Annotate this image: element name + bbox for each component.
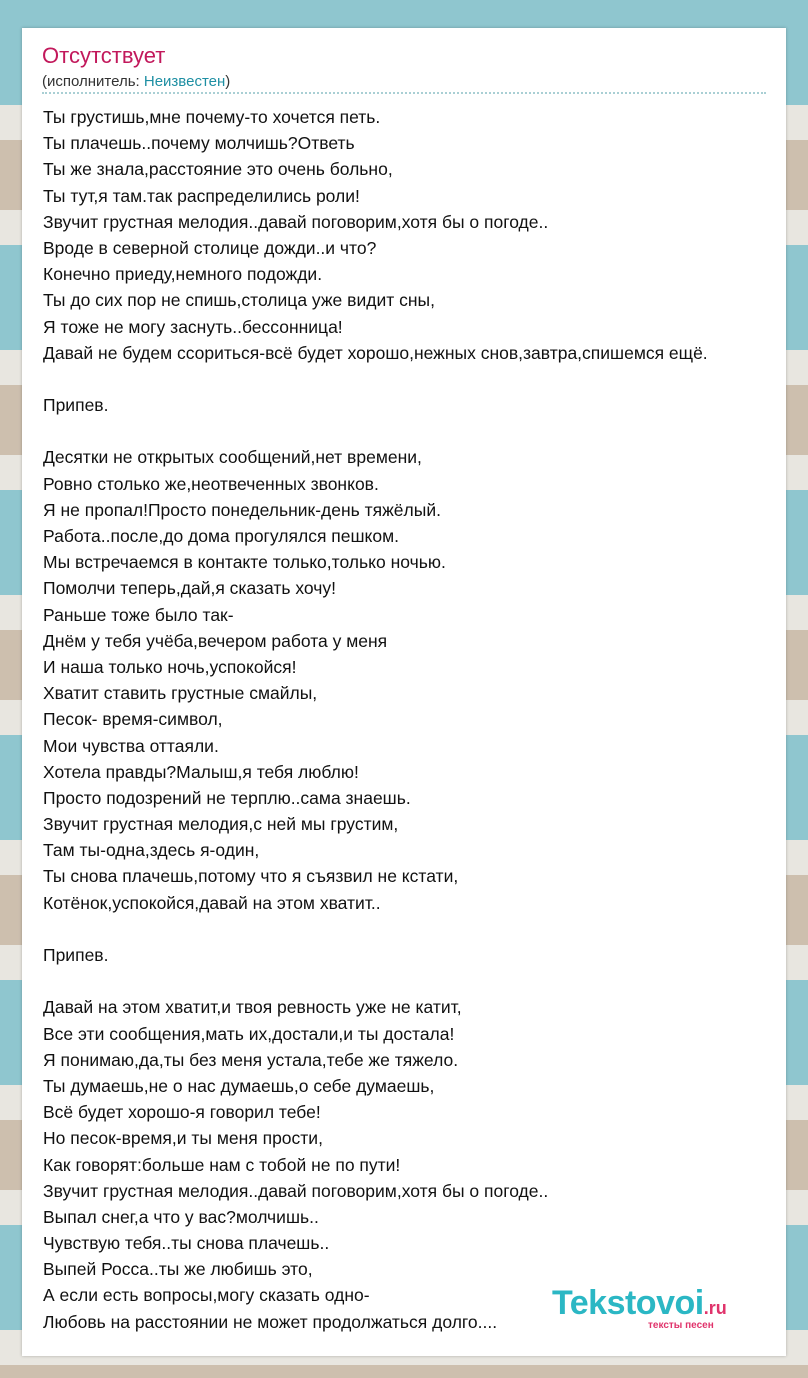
lyrics-line: Выпал снег,а что у вас?молчишь.. — [43, 1206, 319, 1227]
lyrics-blank-line — [43, 916, 786, 942]
lyrics-line: Ты плачешь..почему молчишь?Ответь — [43, 133, 355, 154]
lyrics-line: Ты же знала,расстояние это очень больно, — [43, 159, 393, 180]
logo-subtitle: тексты песен — [648, 1320, 714, 1331]
lyrics-line: Ты до сих пор не спишь,столица уже видит сны, — [43, 290, 435, 311]
lyrics-text — [43, 104, 786, 1335]
lyrics-line: Выпей Росса..ты же любишь это, — [43, 1259, 313, 1280]
lyrics-line: Но песок-время,и ты меня прости, — [43, 1128, 323, 1149]
lyrics-line: Мы встречаемся в контакте только,только ночью. — [43, 552, 446, 573]
lyrics-line: Я не пропал!Просто понедельник-день тяжёлый. — [43, 499, 441, 520]
lyrics-line: Конечно приеду,немного подожди. — [43, 264, 323, 285]
lyrics-line: Любовь на расстоянии не может продолжаться долго.... — [43, 1311, 498, 1332]
lyrics-line: Помолчи теперь,дай,я сказать хочу! — [43, 578, 336, 599]
lyrics-line: Звучит грустная мелодия..давай поговорим,хотя бы о погоде.. — [43, 1180, 549, 1201]
lyrics-line: Всё будет хорошо-я говорил тебе! — [43, 1102, 321, 1123]
lyrics-line: Я понимаю,да,ты без меня устала,тебе же тяжело. — [43, 1049, 459, 1070]
lyrics-line: Работа..после,до дома прогулялся пешком. — [43, 526, 400, 546]
artist-link[interactable]: Неизвестен — [143, 73, 226, 90]
lyrics-line: Раньше тоже было так- — [43, 604, 234, 625]
lyrics-line: Хватит ставить грустные смайлы, — [43, 683, 318, 704]
lyrics-line: Ты думаешь,не о нас думаешь,о себе думаешь, — [43, 1075, 435, 1096]
lyrics-line: Давай на этом хватит,и твоя ревность уже не катит, — [43, 997, 462, 1018]
lyrics-line: Ровно столько же,неотвеченных звонков. — [43, 473, 379, 494]
lyrics-blank-line — [43, 366, 786, 392]
lyrics-line: Припев. — [43, 395, 109, 416]
artist-suffix: ) — [225, 73, 231, 90]
title-divider — [42, 92, 766, 94]
lyrics-line: Звучит грустная мелодия,с ней мы грустим, — [43, 814, 399, 835]
lyrics-line: Все эти сообщения,мать их,достали,и ты достала! — [43, 1023, 455, 1044]
lyrics-line: Ты снова плачешь,потому что я съязвил не кстати, — [43, 866, 459, 887]
lyrics-line: Песок- время-символ, — [43, 709, 223, 730]
lyrics-line: Десятки не открытых сообщений,нет времени, — [43, 447, 422, 468]
lyrics-line: Ты тут,я там.так распределились роли! — [43, 185, 360, 206]
lyrics-line: Мои чувства оттаяли. — [43, 735, 219, 756]
lyrics-line: Чувствую тебя..ты снова плачешь.. — [43, 1233, 330, 1254]
lyrics-line: Просто подозрений не терплю..сама знаешь. — [43, 787, 411, 808]
lyrics-blank-line — [43, 968, 786, 994]
lyrics-blank-line — [43, 418, 786, 444]
lyrics-line: А если есть вопросы,могу сказать одно- — [43, 1285, 370, 1306]
lyrics-line: Давай не будем ссориться-всё будет хорошо,нежных снов,завтра,спишемся ещё. — [43, 342, 708, 363]
artist-prefix: (исполнитель: — [42, 73, 144, 90]
artist-line — [42, 72, 230, 92]
lyrics-line: Хотела правды?Малыш,я тебя люблю! — [43, 761, 359, 782]
site-logo[interactable] — [552, 1284, 727, 1331]
lyrics-line: Там ты-одна,здесь я-один, — [43, 840, 260, 861]
lyrics-card — [22, 28, 786, 1356]
lyrics-line: Ты грустишь,мне почему-то хочется петь. — [43, 107, 381, 127]
lyrics-line: Я тоже не могу заснуть..бессонница! — [43, 316, 343, 337]
lyrics-line: Звучит грустная мелодия..давай поговорим,хотя бы о погоде.. — [43, 211, 549, 232]
song-title: Отсутствует — [42, 43, 166, 68]
logo-wordmark: Tekstovoi — [552, 1284, 704, 1322]
lyrics-line: Днём у тебя учёба,вечером работа у меня — [43, 630, 388, 651]
lyrics-line: Вроде в северной столице дожди..и что? — [43, 237, 377, 258]
lyrics-line: Припев. — [43, 945, 109, 965]
logo-tld: .ru — [703, 1298, 727, 1318]
lyrics-line: И наша только ночь,успокойся! — [43, 656, 297, 677]
lyrics-line: Как говорят:больше нам с тобой не по пути! — [43, 1154, 401, 1175]
lyrics-line: Котёнок,успокойся,давай на этом хватит.. — [43, 892, 381, 913]
